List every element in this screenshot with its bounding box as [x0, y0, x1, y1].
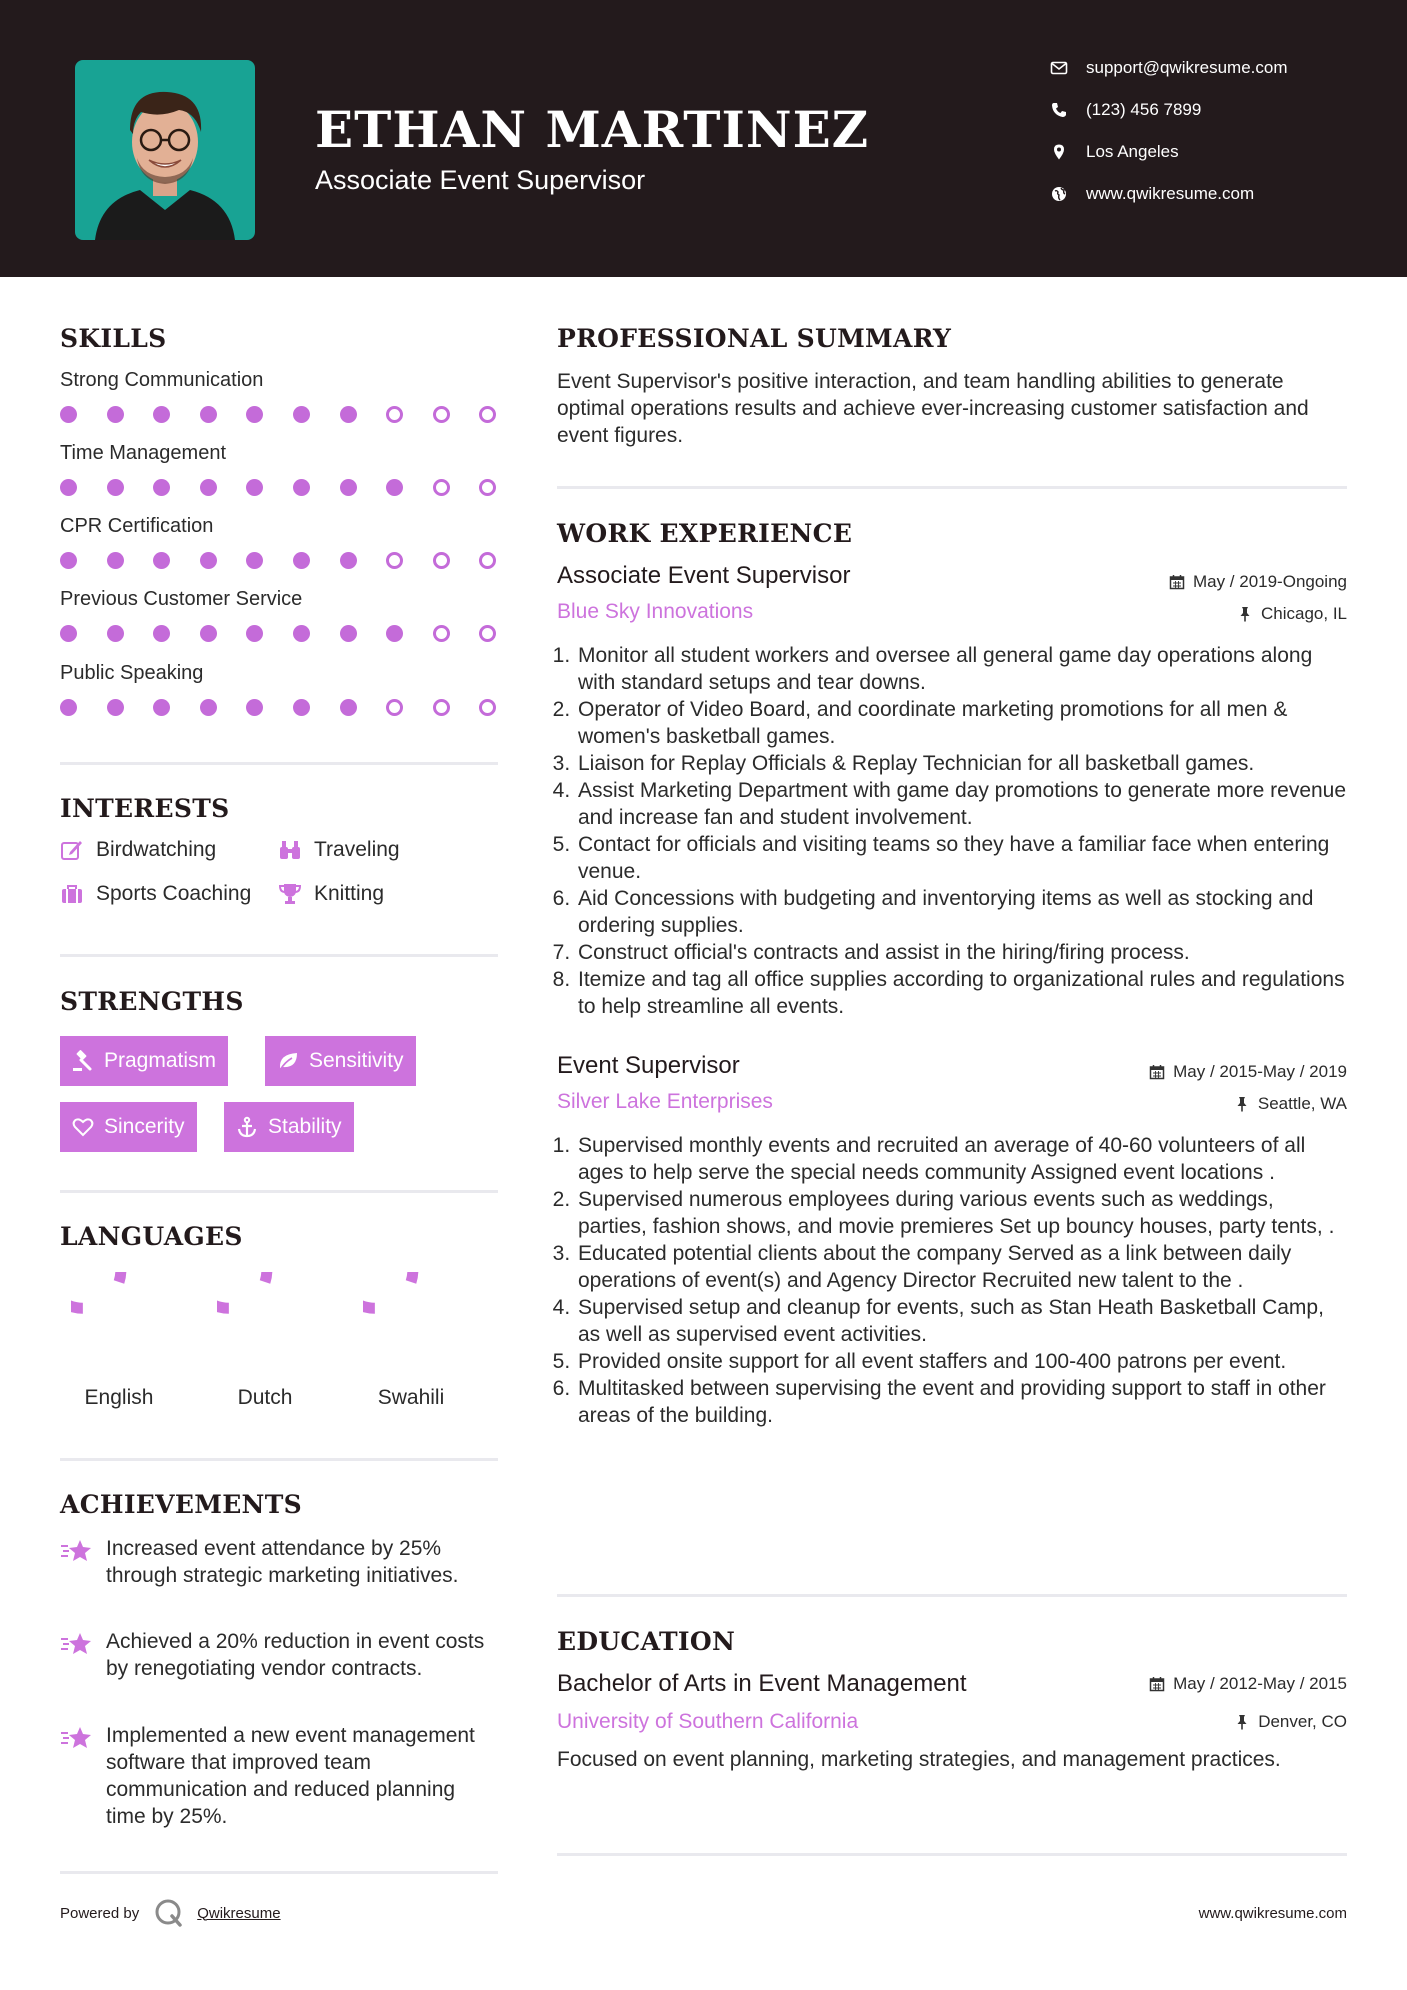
education-location-text: Denver, CO	[1258, 1712, 1347, 1731]
skill-dot-filled	[200, 479, 217, 496]
skill-dot-filled	[200, 552, 217, 569]
skill-label: Strong Communication	[60, 369, 264, 391]
list-item: 4. Assist Marketing Department with game day promotions to generate more revenue and increase fan and student involvement.	[576, 777, 1347, 831]
job-location-text: Chicago, IL	[1261, 604, 1347, 623]
skill-dot-filled	[153, 699, 170, 716]
person-avatar-icon	[75, 60, 255, 240]
skills-heading: SKILLS	[60, 324, 167, 353]
school-name: University of Southern California	[557, 1710, 859, 1733]
interest-label: Traveling	[314, 838, 400, 861]
interests-heading: INTERESTS	[60, 794, 230, 823]
pushpin-icon	[1234, 1714, 1250, 1730]
skill-dot-filled	[107, 699, 124, 716]
skill-dot-empty	[433, 406, 450, 423]
education-dates	[1149, 1674, 1347, 1694]
skill-rating	[60, 550, 500, 570]
degree-title: Bachelor of Arts in Event Management	[557, 1670, 967, 1697]
skill-dot-filled	[107, 406, 124, 423]
pushpin-icon	[1237, 606, 1253, 622]
skill-dot-filled	[340, 699, 357, 716]
achievements-heading: ACHIEVEMENTS	[60, 1490, 302, 1519]
skill-dot-empty	[479, 479, 496, 496]
calendar-icon	[1149, 1676, 1165, 1692]
globe-icon	[1050, 185, 1068, 203]
summary-text: Event Supervisor's positive interaction, and team handling abilities to generate optimal operations results and achieve ever-increasing customer satisfaction and event figures.	[557, 370, 1309, 447]
contact-email[interactable]	[1050, 58, 1370, 78]
skill-dot-empty	[386, 406, 403, 423]
section-divider	[60, 954, 498, 957]
skill-rating	[60, 623, 500, 643]
list-item: 6. Multitasked between supervising the event and providing support to staff in other areas of the building.	[576, 1375, 1347, 1429]
footer-website[interactable]: www.qwikresume.com	[1198, 1905, 1347, 1922]
trophy-icon	[278, 882, 302, 906]
section-divider	[60, 1458, 498, 1461]
skill-dot-filled	[293, 699, 310, 716]
skill-dot-filled	[340, 552, 357, 569]
skill-dot-filled	[200, 625, 217, 642]
skill-dot-filled	[153, 406, 170, 423]
anchor-icon	[236, 1116, 258, 1138]
resume-header	[0, 0, 1407, 277]
interest-item	[278, 882, 384, 906]
language-level-arc	[363, 1272, 413, 1308]
list-item: 3. Liaison for Replay Officials & Replay Technician for all basketball games.	[576, 750, 1347, 777]
section-divider	[60, 1871, 498, 1874]
company-name: Silver Lake Enterprises	[557, 1090, 773, 1113]
job-location-text: Seattle, WA	[1257, 1094, 1347, 1113]
job-dates-text: May / 2019-Ongoing	[1192, 572, 1347, 591]
candidate-name: ETHAN MARTINEZ	[315, 100, 870, 159]
skill-dot-filled	[293, 552, 310, 569]
map-pin-icon	[1050, 143, 1068, 161]
skill-label: Time Management	[60, 442, 226, 464]
strength-label: Stability	[268, 1115, 342, 1138]
experience-heading: WORK EXPERIENCE	[557, 519, 853, 548]
interest-item	[60, 838, 216, 862]
job-location	[1234, 1094, 1347, 1114]
contact-website-text: www.qwikresume.com	[1086, 184, 1255, 203]
job-responsibilities	[557, 1132, 1347, 1429]
achievement-text: Achieved a 20% reduction in event costs by renegotiating vendor contracts.	[106, 1630, 485, 1680]
skill-dot-filled	[246, 625, 263, 642]
achievement-item	[60, 1535, 500, 1589]
skill-dot-filled	[60, 552, 77, 569]
skill-dot-filled	[386, 479, 403, 496]
skill-dot-filled	[386, 625, 403, 642]
list-item: 1. Supervised monthly events and recruited an average of 40-60 volunteers of all ages to help serve the special needs community Assigned event locations .	[576, 1132, 1347, 1186]
education-location	[1234, 1712, 1347, 1732]
strength-label: Pragmatism	[104, 1049, 217, 1072]
skill-dot-empty	[433, 479, 450, 496]
language-level-arc	[217, 1272, 267, 1308]
brand-link[interactable]: Qwikresume	[197, 1904, 281, 1922]
pencil-square-icon	[60, 838, 84, 862]
skill-dot-filled	[200, 406, 217, 423]
list-item: 2. Operator of Video Board, and coordinate marketing promotions for all men & women's basketball games.	[576, 696, 1347, 750]
skill-dot-filled	[153, 552, 170, 569]
skill-rating	[60, 477, 500, 497]
briefcase-icon	[60, 882, 84, 906]
list-item: 5. Contact for officials and visiting teams so they have a familiar face when entering venue.	[576, 831, 1347, 885]
skill-dot-filled	[60, 406, 77, 423]
interest-label: Birdwatching	[96, 838, 217, 861]
candidate-title: Associate Event Supervisor	[315, 165, 646, 195]
calendar-icon	[1149, 1064, 1165, 1080]
job-dates-text: May / 2015-May / 2019	[1173, 1062, 1347, 1081]
skill-dot-filled	[60, 625, 77, 642]
leaf-icon	[277, 1050, 299, 1072]
job-responsibilities	[557, 642, 1347, 1020]
job-title: Event Supervisor	[557, 1052, 740, 1079]
shooting-star-icon	[60, 1537, 94, 1565]
skill-dot-filled	[60, 699, 77, 716]
skill-dot-filled	[340, 625, 357, 642]
envelope-icon	[1050, 59, 1068, 77]
strengths-heading: STRENGTHS	[60, 987, 244, 1016]
skill-dot-empty	[479, 406, 496, 423]
shooting-star-icon	[60, 1630, 94, 1658]
company-name: Blue Sky Innovations	[557, 600, 754, 623]
skill-dot-empty	[433, 699, 450, 716]
phone-icon	[1050, 101, 1068, 119]
binoculars-icon	[278, 838, 302, 862]
skill-dot-empty	[386, 552, 403, 569]
contact-phone[interactable]	[1050, 100, 1370, 120]
contact-location	[1050, 142, 1370, 162]
skill-dot-filled	[293, 625, 310, 642]
language-label: Swahili	[377, 1386, 445, 1409]
skill-dot-filled	[107, 479, 124, 496]
language-item	[210, 1272, 320, 1410]
skill-dot-filled	[246, 699, 263, 716]
skill-dot-filled	[246, 479, 263, 496]
pushpin-icon	[1234, 1096, 1250, 1112]
strength-tag	[265, 1036, 416, 1086]
education-heading: EDUCATION	[557, 1627, 736, 1656]
section-divider	[557, 1594, 1347, 1597]
skill-label: Previous Customer Service	[60, 588, 303, 610]
skill-dot-filled	[340, 406, 357, 423]
qwikresume-logo-icon	[153, 1897, 185, 1929]
list-item: 2. Supervised numerous employees during various events such as weddings, parties, fashion shows, and movie premieres Set up bouncy houses, party tents, .	[576, 1186, 1347, 1240]
strength-tag	[224, 1102, 354, 1152]
contact-website[interactable]	[1050, 184, 1370, 204]
list-item: 3. Educated potential clients about the company Served as a link between daily operations of event(s) and Agency Director Recruited new talent to the .	[576, 1240, 1347, 1294]
skill-dot-empty	[433, 552, 450, 569]
skill-dot-filled	[107, 552, 124, 569]
list-item: 7. Construct official's contracts and assist in the hiring/firing process.	[576, 939, 1347, 966]
job-dates	[1149, 1062, 1347, 1082]
skill-dot-filled	[153, 625, 170, 642]
section-divider	[60, 1190, 498, 1193]
heart-icon	[72, 1116, 94, 1138]
skill-label: Public Speaking	[60, 662, 204, 684]
list-item: 6. Aid Concessions with budgeting and inventorying items as well as stocking and ordering supplies.	[576, 885, 1347, 939]
list-item: 1. Monitor all student workers and oversee all general game day operations along with standard setups and tear downs.	[576, 642, 1347, 696]
skill-dot-empty	[433, 625, 450, 642]
strength-tag	[60, 1036, 228, 1086]
skill-dot-empty	[479, 552, 496, 569]
interest-item	[278, 838, 400, 862]
skill-dot-filled	[153, 479, 170, 496]
skill-dot-filled	[246, 552, 263, 569]
job-location	[1237, 604, 1347, 624]
skill-dot-filled	[200, 699, 217, 716]
interest-label: Knitting	[314, 882, 385, 905]
skill-rating	[60, 404, 500, 424]
summary-heading: PROFESSIONAL SUMMARY	[557, 324, 952, 353]
list-item: 4. Supervised setup and cleanup for events, such as Stan Heath Basketball Camp, as well as supervised event activities.	[576, 1294, 1347, 1348]
language-level-ring	[363, 1272, 459, 1368]
job-dates	[1169, 572, 1347, 592]
language-label: Dutch	[237, 1386, 293, 1409]
achievement-item	[60, 1722, 500, 1830]
skill-dot-empty	[386, 699, 403, 716]
language-item	[64, 1272, 174, 1410]
achievement-text: Implemented a new event management software that improved team communication and reduced planning time by 25%.	[106, 1724, 475, 1828]
interest-item	[60, 882, 251, 906]
skill-dot-filled	[293, 479, 310, 496]
language-level-arc	[71, 1272, 121, 1308]
profile-photo	[75, 60, 255, 240]
skill-rating	[60, 697, 500, 717]
section-divider	[557, 486, 1347, 489]
language-level-ring	[217, 1272, 313, 1368]
language-label: English	[84, 1386, 154, 1409]
list-item: 5. Provided onsite support for all event staffers and 100-400 patrons per event.	[576, 1348, 1347, 1375]
shooting-star-icon	[60, 1724, 94, 1752]
interest-label: Sports Coaching	[96, 882, 252, 905]
section-divider	[557, 1853, 1347, 1856]
education-description: Focused on event planning, marketing strategies, and management practices.	[557, 1748, 1281, 1771]
gavel-icon	[72, 1050, 94, 1072]
calendar-icon	[1169, 574, 1185, 590]
skill-dot-filled	[293, 406, 310, 423]
achievement-item	[60, 1628, 500, 1682]
skill-label: CPR Certification	[60, 515, 214, 537]
strength-label: Sensitivity	[309, 1049, 404, 1072]
languages-heading: LANGUAGES	[60, 1222, 243, 1251]
contact-email-text: support@qwikresume.com	[1086, 58, 1288, 77]
strength-tag	[60, 1102, 197, 1152]
powered-by-label: Powered by	[60, 1904, 140, 1922]
skill-dot-filled	[60, 479, 77, 496]
skill-dot-filled	[340, 479, 357, 496]
skill-dot-empty	[479, 625, 496, 642]
skill-dot-filled	[107, 625, 124, 642]
skill-dot-empty	[479, 699, 496, 716]
education-dates-text: May / 2012-May / 2015	[1173, 1674, 1347, 1693]
language-item	[356, 1272, 466, 1410]
strength-label: Sincerity	[104, 1115, 185, 1138]
contact-phone-text: (123) 456 7899	[1086, 100, 1202, 119]
achievement-text: Increased event attendance by 25% through strategic marketing initiatives.	[106, 1537, 459, 1587]
list-item: 8. Itemize and tag all office supplies according to organizational rules and regulations to help streamline all events.	[576, 966, 1347, 1020]
section-divider	[60, 762, 498, 765]
powered-by	[60, 1897, 281, 1929]
skill-dot-filled	[246, 406, 263, 423]
job-title: Associate Event Supervisor	[557, 562, 851, 589]
language-level-ring	[71, 1272, 167, 1368]
contact-location-text: Los Angeles	[1086, 142, 1179, 161]
